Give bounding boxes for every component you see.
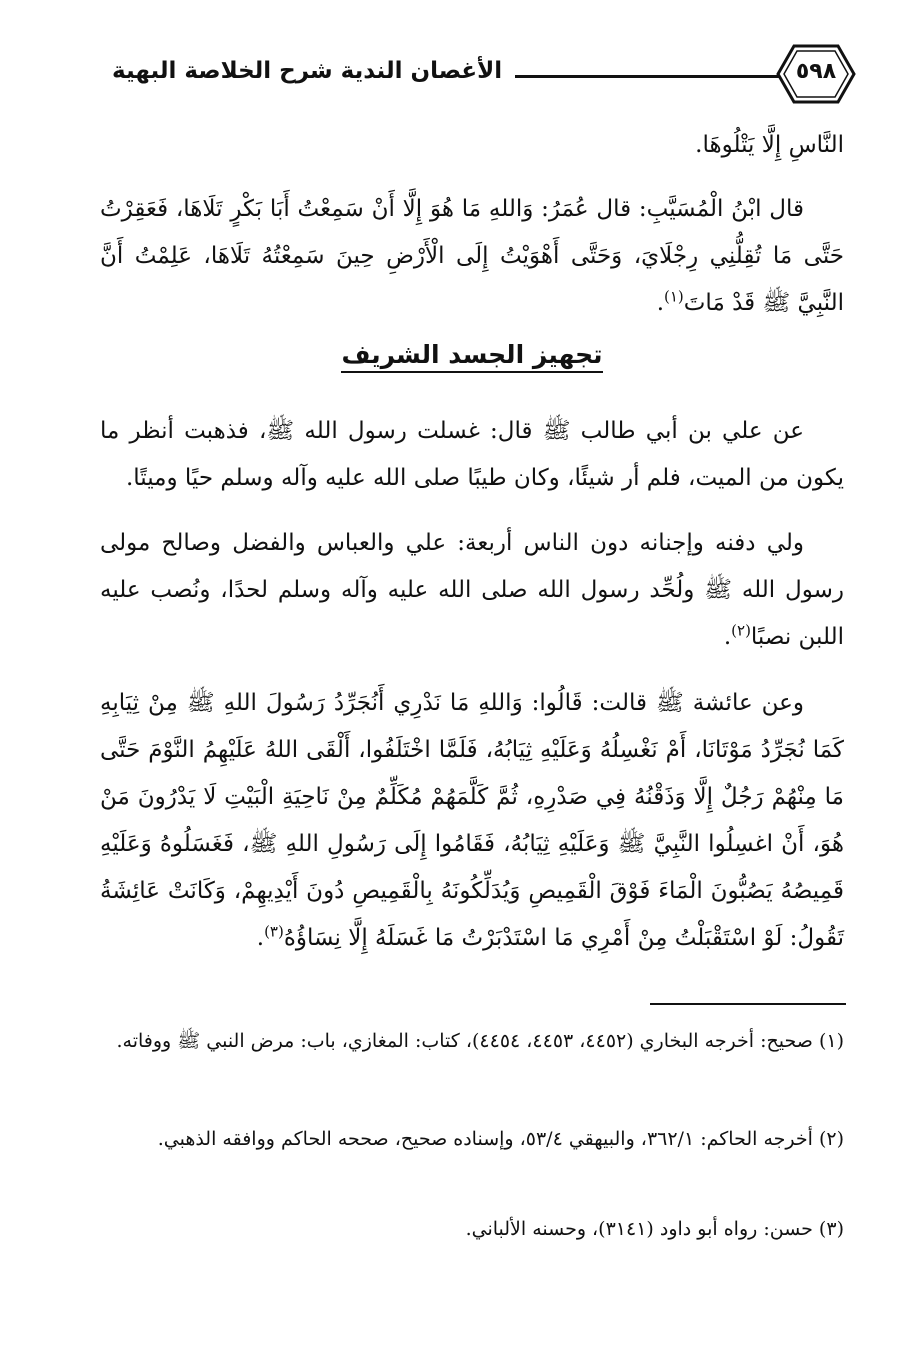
paragraph-5 [100, 680, 844, 962]
paragraph-1: النَّاسِ إِلَّا يَتْلُوهَا. [695, 132, 844, 158]
paragraph-2 [100, 186, 844, 327]
footnote-separator [650, 1003, 846, 1005]
footnote-ref-2[interactable]: (٢) [731, 621, 751, 640]
running-title: الأغصان الندية شرح الخلاصة البهية [112, 58, 503, 84]
paragraph-2-text: قال ابْنُ الْمُسَيَّبِ: قال عُمَرُ: وَاللهِ مَا هُوَ إِلَّا أَنْ سَمِعْتُ أَبَا بَكْرٍ تَلَاهَا، فَعَقِرْتُ حَتَّى مَا تُقِلُّنِي رِجْلَايَ، وَحَتَّى أَهْوَيْتُ إِلَى الْأَرْضِ حِينَ سَمِعْتُهُ تَلَاهَا، عَلِمْتُ أَنَّ النَّبِيَّ ﷺ قَدْ مَاتَ [100, 196, 844, 316]
footnote-2: (٢) أخرجه الحاكم: ٣٦٢/١، والبيهقي ٥٣/٤، وإسناده صحيح، صححه الحاكم ووافقه الذهبي. [157, 1128, 844, 1150]
paragraph-4 [100, 520, 844, 661]
paragraph-5-text: وعن عائشة ﷺ قالت: قَالُوا: وَاللهِ مَا نَدْرِي أَنُجَرِّدُ رَسُولَ اللهِ ﷺ مِنْ ثِيَابِهِ كَمَا نُجَرِّدُ مَوْتَانَا، أَمْ نَغْسِلُهُ وَعَلَيْهِ ثِيَابُهُ، فَلَمَّا اخْتَلَفُوا، أَلْقَى اللهُ عَلَيْهِمُ النَّوْمَ حَتَّى مَا مِنْهُمْ رَجُلٌ إِلَّا وَذَقْنُهُ فِي صَدْرِهِ، ثُمَّ كَلَّمَهُمْ مُكَلِّمٌ مِنْ نَاحِيَةِ الْبَيْتِ لَا يَدْرُونَ مَنْ هُوَ، أَنْ اغسِلُوا النَّبِيَّ ﷺ وَعَلَيْهِ ثِيَابُهُ، فَقَامُوا إِلَى رَسُولِ اللهِ ﷺ، فَغَسَلُوهُ وَعَلَيْهِ قَمِيصُهُ يَصُبُّونَ الْمَاءَ فَوْقَ الْقَمِيصِ وَيُدَلِّكُونَهُ بِالْقَمِيصِ دُونَ أَيْدِيهِمْ، وَكَانَتْ عَائِشَةُ تَقُولُ: لَوْ اسْتَقْبَلْتُ مِنْ أَمْرِي مَا اسْتَدْبَرْتُ مَا غَسَلَهُ إِلَّا نِسَاؤُهُ [100, 690, 844, 951]
paragraph-4-end: . [723, 624, 732, 650]
footnote-1: (١) صحيح: أخرجه البخاري (٤٤٥٢، ٤٤٥٣، ٤٤٥٤)، كتاب: المغازي، باب: مرض النبي ﷺ ووفاته. [116, 1030, 844, 1052]
footnote-ref-3[interactable]: (٣) [264, 922, 284, 941]
paragraph-3: عن علي بن أبي طالب ﷺ قال: غسلت رسول الله ﷺ، فذهبت أنظر ما يكون من الميت، فلم أر شيئًا، وكان طيبًا صلى الله عليه وآله وسلم حيًا وميتًا. [100, 418, 844, 491]
page-number-badge [776, 42, 856, 106]
footnote-3: (٣) حسن: رواه أبو داود (٣١٤١)، وحسنه الألباني. [465, 1218, 844, 1240]
paragraph-5-end: . [256, 925, 265, 951]
page-header [100, 36, 860, 108]
header-rule [515, 75, 780, 78]
footnote-ref-1[interactable]: (١) [664, 287, 684, 306]
section-heading [100, 340, 844, 369]
page-number: ٥٩٨ [795, 59, 837, 84]
paragraph-4-text: ولي دفنه وإجنانه دون الناس أربعة: علي والعباس والفضل وصالح مولى رسول الله ﷺ ولُحِّد رسول الله صلى الله عليه وآله وسلم لحدًا، ونُصب عليه اللبن نصبًا [100, 530, 844, 650]
section-heading-text: تجهيز الجسد الشريف [341, 340, 602, 373]
paragraph-2-end: . [656, 290, 664, 316]
